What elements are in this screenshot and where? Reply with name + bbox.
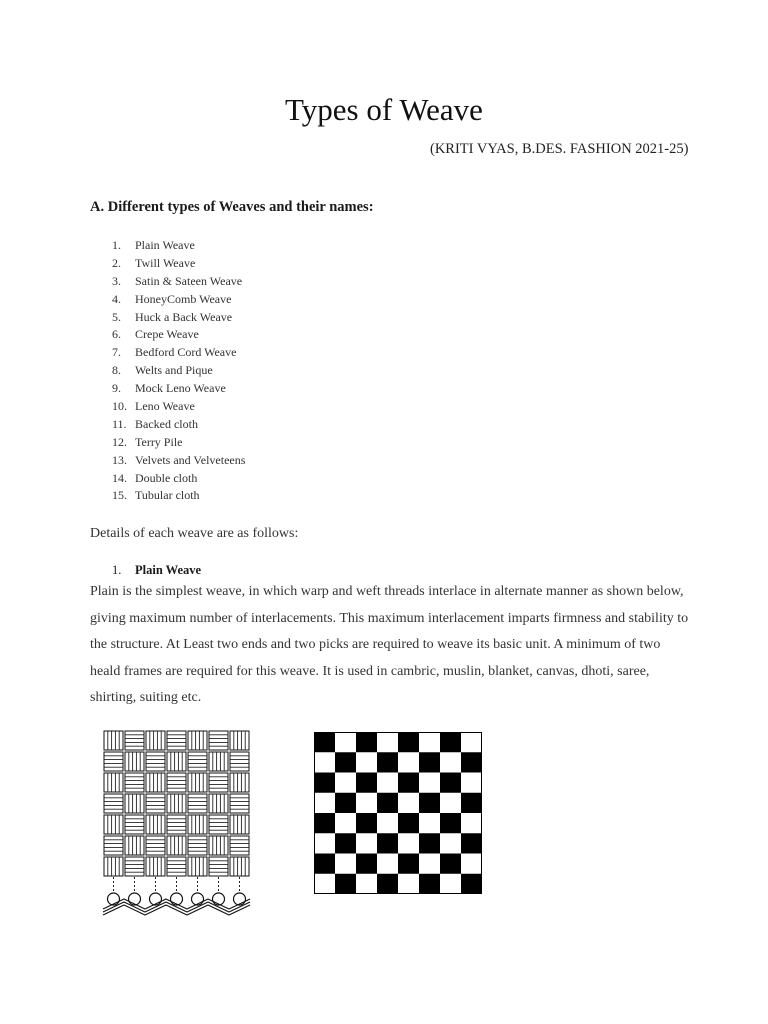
grid-cell — [377, 874, 398, 894]
list-item-label: Mock Leno Weave — [135, 381, 226, 396]
grid-cell — [335, 874, 356, 894]
grid-cell — [419, 833, 440, 854]
grid-cell — [398, 874, 419, 894]
grid-cell — [440, 813, 461, 834]
grid-cell — [440, 854, 461, 875]
grid-cell — [356, 813, 377, 834]
warp-cross-section — [234, 893, 246, 905]
grid-cell — [377, 752, 398, 773]
grid-cell — [314, 773, 335, 794]
weft-float — [104, 794, 123, 813]
plain-weave-number: 1. — [112, 563, 122, 577]
warp-cross-section — [129, 893, 141, 905]
grid-cell — [398, 833, 419, 854]
warp-float — [125, 794, 144, 813]
details-intro: Details of each weave are as follows: — [90, 526, 299, 541]
grid-cell — [377, 854, 398, 875]
grid-cell — [398, 773, 419, 794]
list-item-label: Crepe Weave — [135, 327, 199, 342]
list-item — [90, 452, 245, 470]
list-item — [90, 362, 245, 380]
list-item-label: Satin & Sateen Weave — [135, 273, 243, 288]
grid-cell — [419, 752, 440, 773]
warp-float — [104, 731, 123, 750]
warp-cross-section — [213, 893, 225, 905]
grid-cell — [356, 793, 377, 814]
grid-cell — [335, 752, 356, 773]
list-item-number: 1. — [112, 238, 121, 252]
weft-float — [230, 794, 249, 813]
weft-float — [146, 794, 165, 813]
list-item-number: 11. — [112, 416, 127, 431]
grid-cell — [335, 833, 356, 854]
list-item — [90, 291, 245, 309]
list-item-label: HoneyComb Weave — [135, 291, 232, 306]
list-item — [90, 344, 245, 362]
weft-float — [230, 836, 249, 855]
list-item-number: 6. — [112, 327, 121, 342]
grid-cell — [335, 854, 356, 875]
plain-weave-description: Plain is the simplest weave, in which warp and weft threads interlace in alternate manner as shown below, giving maximum number of interlacements. This maximum interlacement imparts firmness and stability to the structure. At Least two ends and two picks are required to weave its basic unit. A minimum of two heald frames are required for this weave. It is used in cambric, muslin, blanket, canvas, dhoti, saree, shirting, suiting etc. — [90, 584, 689, 705]
grid-cell — [461, 874, 482, 894]
weave-types-list — [90, 237, 245, 505]
warp-float — [188, 731, 207, 750]
list-item-number: 8. — [112, 363, 121, 378]
grid-cell — [377, 732, 398, 753]
grid-cell — [398, 854, 419, 875]
warp-float — [104, 857, 123, 876]
grid-cell — [461, 833, 482, 854]
list-item — [90, 273, 245, 291]
grid-cell — [356, 833, 377, 854]
grid-cell — [440, 874, 461, 894]
grid-cell — [356, 854, 377, 875]
warp-cross-section — [108, 893, 120, 905]
grid-cell — [335, 793, 356, 814]
author-line: (KRITI VYAS, B.DES. FASHION 2021-25) — [430, 141, 689, 157]
grid-cell — [398, 793, 419, 814]
list-item — [90, 326, 245, 344]
warp-float — [146, 857, 165, 876]
warp-float — [188, 815, 207, 834]
list-item-number: 7. — [112, 345, 121, 360]
weft-float — [167, 857, 186, 876]
grid-cell — [440, 833, 461, 854]
warp-float — [104, 815, 123, 834]
grid-cell — [440, 773, 461, 794]
list-item-number: 9. — [112, 381, 121, 396]
list-item-label: Plain Weave — [135, 238, 195, 252]
list-item — [90, 416, 245, 434]
grid-cell — [419, 813, 440, 834]
weft-float — [167, 815, 186, 834]
grid-cell — [398, 732, 419, 753]
plain-weave-heading — [90, 563, 201, 578]
grid-cell — [419, 732, 440, 753]
grid-cell — [440, 752, 461, 773]
document-title: Types of Weave — [285, 92, 483, 127]
grid-cell — [461, 793, 482, 814]
grid-cell — [419, 854, 440, 875]
plain-weave-title: Plain Weave — [135, 563, 202, 577]
grid-cell — [461, 732, 482, 753]
warp-float — [230, 815, 249, 834]
warp-cross-section — [192, 893, 204, 905]
weft-float — [167, 773, 186, 792]
grid-cell — [356, 874, 377, 894]
warp-float — [146, 773, 165, 792]
list-item-label: Backed cloth — [135, 416, 198, 431]
warp-float — [104, 773, 123, 792]
fabric-interlacing — [104, 731, 249, 876]
list-item-label: Huck a Back Weave — [135, 309, 233, 324]
list-item-number: 13. — [112, 452, 127, 467]
list-item-label: Terry Pile — [135, 434, 183, 449]
weft-float — [125, 815, 144, 834]
plain-weave-fabric-illustration — [100, 728, 254, 918]
grid-cell — [314, 752, 335, 773]
grid-cell — [314, 793, 335, 814]
warp-float — [209, 836, 228, 855]
warp-float — [230, 731, 249, 750]
grid-cell — [440, 793, 461, 814]
grid-cell — [461, 773, 482, 794]
list-item-number: 15. — [112, 488, 127, 503]
grid-cell — [377, 813, 398, 834]
grid-cell — [314, 833, 335, 854]
list-item-number: 14. — [112, 470, 127, 485]
weft-float — [146, 752, 165, 771]
weft-float — [125, 857, 144, 876]
warp-float — [230, 857, 249, 876]
weft-float — [209, 857, 228, 876]
grid-cell — [440, 732, 461, 753]
list-item-label: Bedford Cord Weave — [135, 345, 237, 360]
grid-cell — [419, 874, 440, 894]
grid-cell — [314, 732, 335, 753]
grid-cell — [356, 773, 377, 794]
list-item — [90, 470, 245, 488]
list-item-number: 12. — [112, 434, 127, 449]
grid-cell — [419, 793, 440, 814]
list-item-label: Velvets and Velveteens — [135, 452, 246, 467]
plain-weave-point-paper-grid — [314, 732, 482, 894]
warp-float — [125, 836, 144, 855]
list-item-number: 5. — [112, 309, 121, 324]
fabric-cross-section — [103, 877, 250, 915]
grid-cell — [335, 732, 356, 753]
list-item — [90, 309, 245, 327]
weft-float — [167, 731, 186, 750]
warp-float — [188, 857, 207, 876]
list-item-number: 4. — [112, 291, 121, 306]
warp-cross-section — [150, 893, 162, 905]
list-item — [90, 398, 245, 416]
grid-cell — [314, 813, 335, 834]
warp-float — [167, 752, 186, 771]
warp-float — [209, 794, 228, 813]
grid-cell — [461, 752, 482, 773]
warp-cross-section — [171, 893, 183, 905]
weft-float — [125, 773, 144, 792]
grid-cell — [377, 833, 398, 854]
list-item — [90, 434, 245, 452]
list-item — [90, 487, 245, 505]
grid-cell — [461, 813, 482, 834]
warp-float — [125, 752, 144, 771]
grid-cell — [335, 773, 356, 794]
weft-float — [146, 836, 165, 855]
weft-float — [188, 794, 207, 813]
list-item — [90, 255, 245, 273]
grid-cell — [314, 874, 335, 894]
list-item-label: Welts and Pique — [135, 363, 213, 378]
grid-cell — [377, 773, 398, 794]
grid-cell — [377, 793, 398, 814]
grid-cell — [335, 813, 356, 834]
list-item-label: Tubular cloth — [135, 488, 200, 503]
grid-cell — [398, 813, 419, 834]
warp-float — [209, 752, 228, 771]
grid-cell — [419, 773, 440, 794]
warp-float — [188, 773, 207, 792]
weft-float — [188, 752, 207, 771]
weft-float — [230, 752, 249, 771]
grid-cell — [398, 752, 419, 773]
weft-float — [209, 773, 228, 792]
warp-float — [146, 731, 165, 750]
list-item-label: Leno Weave — [135, 399, 195, 414]
list-item — [90, 380, 245, 398]
list-item-number: 3. — [112, 273, 121, 288]
warp-float — [167, 794, 186, 813]
warp-float — [167, 836, 186, 855]
grid-cell — [356, 732, 377, 753]
section-a-heading: A. Different types of Weaves and their names: — [90, 199, 374, 215]
grid-cell — [461, 854, 482, 875]
warp-float — [146, 815, 165, 834]
list-item-number: 2. — [112, 255, 121, 270]
list-item-label: Double cloth — [135, 470, 198, 485]
weft-float — [104, 752, 123, 771]
weft-float — [209, 731, 228, 750]
warp-float — [230, 773, 249, 792]
weft-float — [125, 731, 144, 750]
weft-float — [188, 836, 207, 855]
list-item-number: 10. — [112, 399, 127, 414]
list-item — [90, 237, 245, 255]
list-item-label: Twill Weave — [135, 255, 196, 270]
grid-cell — [314, 854, 335, 875]
grid-cell — [356, 752, 377, 773]
weft-float — [209, 815, 228, 834]
weft-float — [104, 836, 123, 855]
